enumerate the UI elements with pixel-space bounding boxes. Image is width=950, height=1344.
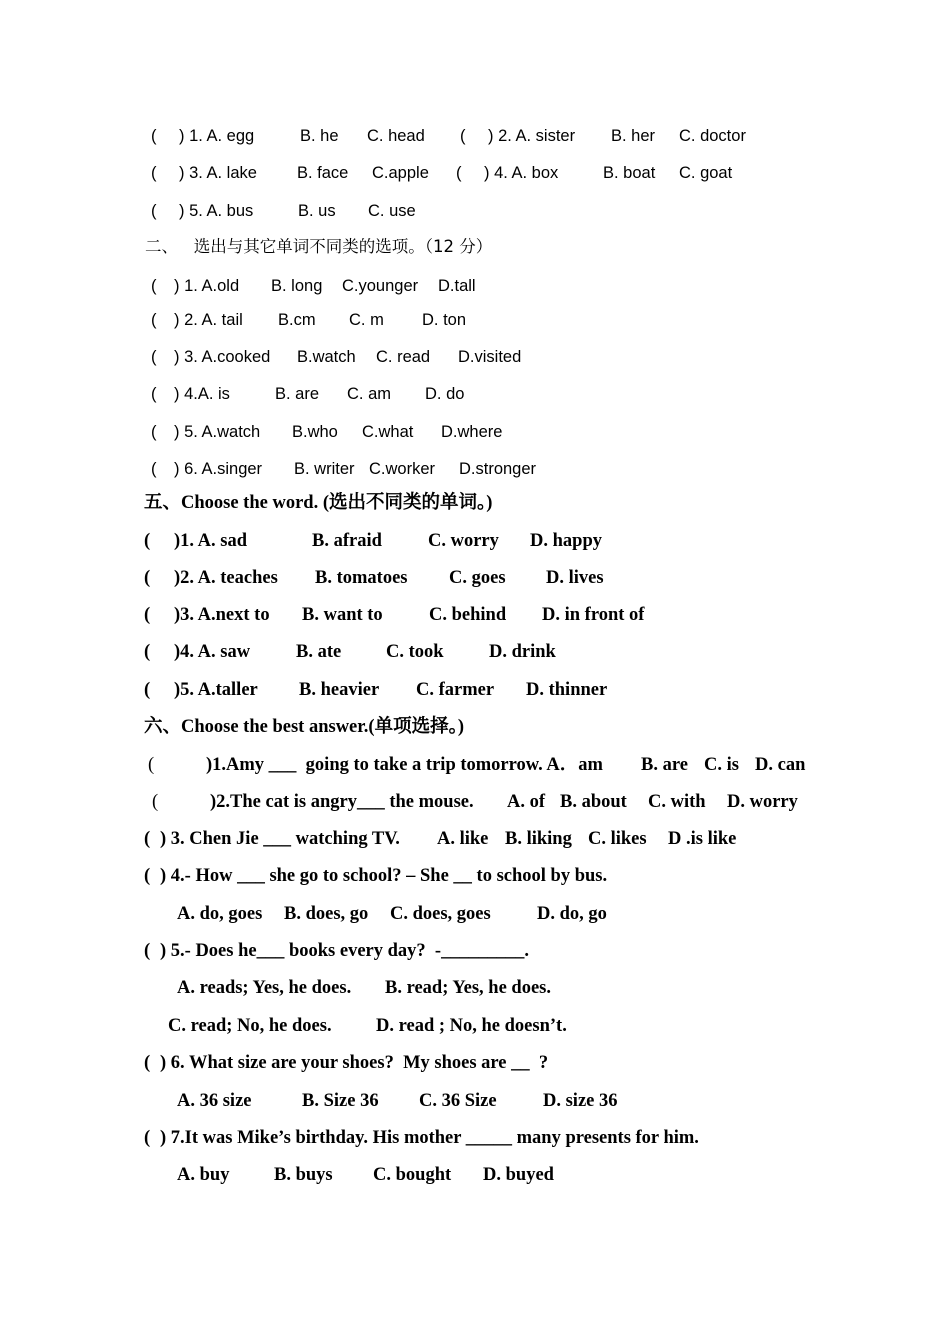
question-option-b: B. are [641,755,688,775]
question-option-d: D. do [425,385,465,403]
question-option-b: B.watch [297,348,356,366]
question-option-c: C. behind [429,605,507,625]
answer-bracket-open: ( [144,1053,151,1073]
question-option-c: C. took [386,642,444,662]
question-option-b: B. liking [505,829,572,849]
question-option-a: )3. A.next to [174,605,270,625]
question-stem: ) 3. Chen Jie ___ watching TV. [160,829,400,849]
question-option-d: D. can [755,755,806,775]
question-option-c: C.apple [372,164,429,182]
question-option-d: D. lives [546,568,604,588]
question-option-c: C. use [368,202,416,220]
question-option-c: C. read; No, he does. [168,1016,332,1036]
question-option-b: B. want to [302,605,383,625]
question-option-a: )5. A.taller [174,680,258,700]
question-option-d: D. buyed [483,1165,554,1185]
question-option-d: D. thinner [526,680,608,700]
answer-bracket-open: ( [456,164,462,182]
answer-bracket-open: ( [144,568,151,588]
question-option-a: ) 2. A. tail [174,311,243,329]
question-option-a: ) 3. A. lake [179,164,257,182]
question-option-d: D. drink [489,642,556,662]
answer-bracket-open: ( [144,680,151,700]
question-option-b: B. face [297,164,349,182]
answer-bracket-open: ( [144,642,151,662]
question-option-a: )2. A. teaches [174,568,278,588]
question-option-a: A. like [437,829,489,849]
answer-bracket-open: ( [148,755,155,775]
answer-bracket-open: ( [151,311,157,329]
question-option-d: D.tall [438,277,476,295]
question-stem: )1.Amy ___ going to take a trip tomorrow. A．am [206,755,603,775]
question-option-c: C. worry [428,531,499,551]
question-option-a: )1. A. sad [174,531,247,551]
question-option-a: ) 4.A. is [174,385,230,403]
answer-bracket-open: ( [144,829,151,849]
answer-bracket-open: ( [151,385,157,403]
question-option-b: B.who [292,423,338,441]
answer-bracket-open: ( [144,531,151,551]
options-row [0,1165,554,1277]
question-option-b: B. afraid [312,531,382,551]
question-stem: )2.The cat is angry___ the mouse. [210,792,474,812]
question-option-c: C. read [376,348,431,366]
question-option-a: A. buy [177,1165,230,1185]
question-option-c: C. am [347,385,392,403]
section-heading: 二、 选出与其它单词不同类的选项。（12 分） [145,237,493,256]
section-heading: 五、Choose the word. (选出不同类的单词。) [144,493,493,513]
question-option-d: D. worry [727,792,798,812]
answer-bracket-open: ( [151,127,157,145]
section-heading: 六、Choose the best answer.(单项选择。) [144,717,464,737]
question-option-d: D.where [441,423,503,441]
question-option-b: B. does, go [284,904,369,924]
question-option-c: C. is [704,755,739,775]
question-option-d: D. size 36 [543,1091,618,1111]
question-stem: ) 4.- How ___ she go to school? – She __ to school by bus. [160,866,608,886]
answer-bracket-open: ( [460,127,466,145]
answer-bracket-open: ( [144,605,151,625]
question-option-b: B. long [271,277,323,295]
question-option-b: B. are [275,385,320,403]
question-option-b: B. her [611,127,656,145]
question-option-a: ) 6. A.singer [174,460,263,478]
question-option-b: B. ate [296,642,342,662]
question-option-d: D .is like [668,829,737,849]
question-option-c: C. does, goes [390,904,491,924]
question-option-c: C. bought [373,1165,452,1185]
question-option-b: B. boat [603,164,656,182]
question-option-b: B. read; Yes, he does. [385,978,551,998]
answer-bracket-open: ( [151,277,157,295]
question-option-a: A. do, goes [177,904,263,924]
question-option-c: C.worker [369,460,436,478]
answer-bracket-open: ( [151,423,157,441]
question-option-a: ) 3. A.cooked [174,348,271,366]
question-option-b: B. heavier [299,680,380,700]
question-option-d: D. in front of [542,605,645,625]
question-option-a: ) 5. A. bus [179,202,254,220]
answer-bracket-open: ( [151,202,157,220]
question-option-b: B. about [560,792,627,812]
question-stem: ) 7.It was Mike’s birthday. His mother _____ many presents for him. [160,1128,699,1148]
question-option-d: D.visited [458,348,522,366]
question-option-c: C. farmer [416,680,495,700]
question-option-c: C. m [349,311,384,329]
question-option-c: C. likes [588,829,647,849]
answer-bracket-open: ( [151,348,157,366]
question-option-b: B. buys [274,1165,333,1185]
question-option-d: D. do, go [537,904,607,924]
answer-bracket-open: ( [152,792,159,812]
question-option-c: C.younger [342,277,419,295]
question-option-d: D. happy [530,531,602,551]
question-option-d: D. ton [422,311,467,329]
question-option-a: A. of [507,792,546,812]
question-option-b: B. us [298,202,336,220]
question-option-a: ) 2. A. sister [488,127,576,145]
answer-bracket-open: ( [144,1128,151,1148]
question-option-a: )4. A. saw [174,642,251,662]
question-option-b: B. Size 36 [302,1091,379,1111]
answer-bracket-open: ( [144,866,151,886]
question-stem: ) 5.- Does he___ books every day? -_________. [160,941,529,961]
question-option-a: A. 36 size [177,1091,252,1111]
answer-bracket-open: ( [151,460,157,478]
question-option-c: C.what [362,423,414,441]
question-option-b: B. he [300,127,339,145]
question-option-a: ) 5. A.watch [174,423,261,441]
question-option-c: C. doctor [679,127,746,145]
question-option-b: B. writer [294,460,355,478]
question-option-a: ) 1. A.old [174,277,240,295]
question-stem: ) 6. What size are your shoes? My shoes are __ ? [160,1053,549,1073]
question-option-c: C. head [367,127,425,145]
question-option-b: B.cm [278,311,316,329]
question-option-c: C. goes [449,568,506,588]
question-option-d: D.stronger [459,460,537,478]
question-option-a: A. reads; Yes, he does. [177,978,352,998]
answer-bracket-open: ( [151,164,157,182]
answer-bracket-open: ( [144,941,151,961]
question-option-c: C. goat [679,164,733,182]
question-option-b: B. tomatoes [315,568,408,588]
question-option-c: C. 36 Size [419,1091,497,1111]
question-option-a: ) 4. A. box [484,164,559,182]
question-option-d: D. read ; No, he doesn’t. [376,1016,567,1036]
question-option-a: ) 1. A. egg [179,127,255,145]
question-option-c: C. with [648,792,706,812]
